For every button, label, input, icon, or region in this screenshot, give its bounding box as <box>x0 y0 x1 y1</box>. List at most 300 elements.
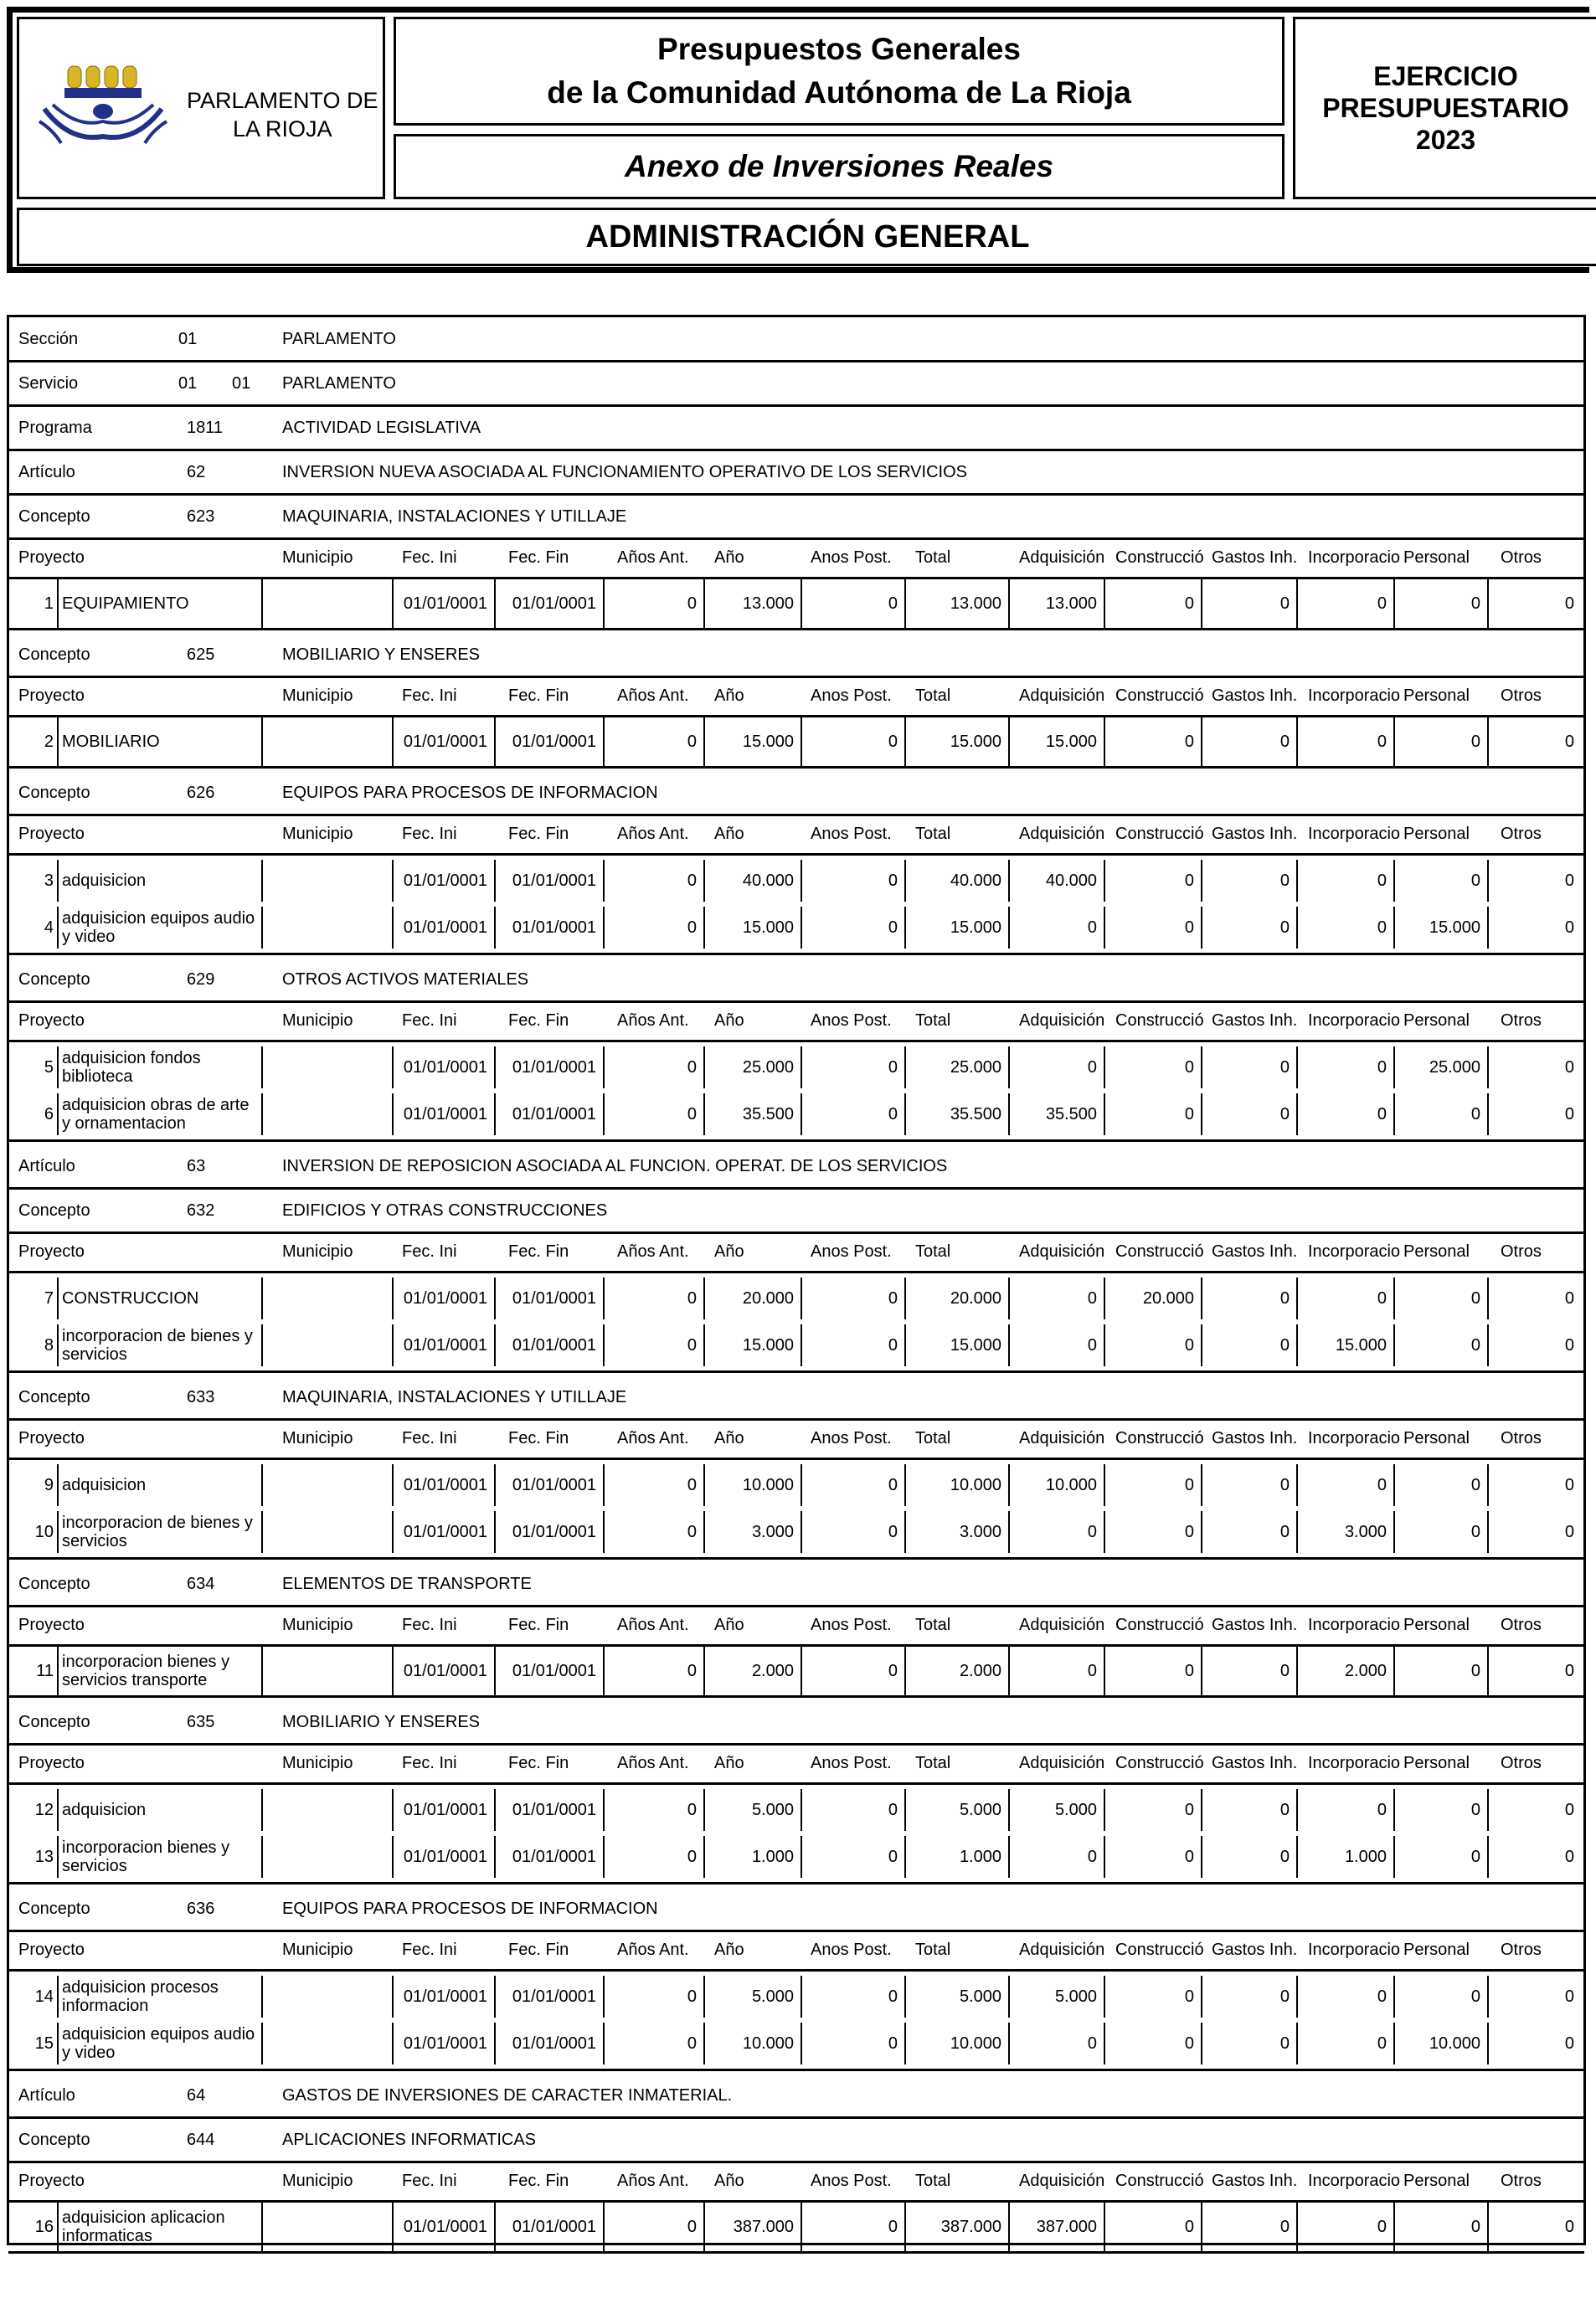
project-cell-gast: 0 <box>1201 1976 1296 2018</box>
column-header: Construcció <box>1115 1941 1204 1959</box>
column-header: Total <box>915 825 951 843</box>
logo-panel <box>17 17 385 199</box>
column-header: Municipio <box>282 686 353 705</box>
logo-text-line2: LA RIOJA <box>233 116 332 141</box>
project-cell-total: 5.000 <box>904 1976 1008 2018</box>
column-header: Gastos Inh. <box>1212 1754 1298 1772</box>
column-header: Incorporacio <box>1308 2172 1401 2190</box>
project-cell-fin: 01/01/0001 <box>494 717 603 766</box>
project-cell-ini: 01/01/0001 <box>392 1324 494 1366</box>
project-cell-muni <box>261 2023 392 2064</box>
project-cell-otros: 0 <box>1487 2203 1581 2251</box>
project-cell-gast: 0 <box>1201 907 1296 949</box>
project-cell-ini: 01/01/0001 <box>392 860 494 902</box>
project-cell-pers: 25.000 <box>1393 1046 1487 1088</box>
project-cell-total: 3.000 <box>904 1511 1008 1553</box>
ejercicio-line1: EJERCICIO <box>1373 61 1518 91</box>
articulo-row <box>8 450 1584 496</box>
concepto-name: EDIFICIOS Y OTRAS CONSTRUCCIONES <box>282 1201 608 1220</box>
articulo-name: INVERSION NUEVA ASOCIADA AL FUNCIONAMIENTO OPERATIVO DE LOS SERVICIOS <box>282 463 967 481</box>
column-header: Otros <box>1501 686 1542 705</box>
project-row <box>8 1464 1584 1506</box>
articulo-row <box>8 2073 1584 2119</box>
column-header: Municipio <box>282 548 353 567</box>
project-cell-muni <box>261 1836 392 1878</box>
column-header: Años Ant. <box>617 1011 689 1030</box>
project-cell-cons: 0 <box>1104 1789 1201 1831</box>
programa-name: ACTIVIDAD LEGISLATIVA <box>282 419 481 437</box>
project-cell-inc: 15.000 <box>1296 1324 1393 1366</box>
project-cell-adq: 35.500 <box>1008 1093 1104 1135</box>
project-cell-fin: 01/01/0001 <box>494 2023 603 2064</box>
project-cell-muni <box>261 860 392 902</box>
project-cell-desc: incorporacion de bienes y servicios <box>57 1511 261 1553</box>
project-cell-post: 0 <box>801 1324 904 1366</box>
column-header: Fec. Fin <box>508 686 569 705</box>
column-header: Proyecto <box>18 2172 85 2190</box>
ejercicio-year: 2023 <box>1415 125 1476 155</box>
column-header: Construcció <box>1115 2172 1204 2190</box>
ejercicio-line2: PRESUPUESTARIO <box>1322 93 1569 123</box>
project-cell-post: 0 <box>801 1976 904 2018</box>
project-cell-post: 0 <box>801 2203 904 2251</box>
project-cell-ano: 15.000 <box>703 907 801 949</box>
project-cell-total: 13.000 <box>904 579 1008 628</box>
project-cell-total: 10.000 <box>904 2023 1008 2064</box>
project-cell-n: 7 <box>44 1288 54 1308</box>
column-header: Otros <box>1501 548 1542 567</box>
concepto-code: 636 <box>187 1900 215 1918</box>
project-cell-fin: 01/01/0001 <box>494 1511 603 1553</box>
project-row <box>8 717 1584 766</box>
column-header: Personal <box>1403 2172 1470 2190</box>
column-header: Personal <box>1403 1011 1470 1030</box>
project-row <box>8 1324 1584 1366</box>
column-header: Anos Post. <box>811 1011 892 1030</box>
project-cell-ant: 0 <box>603 1278 703 1319</box>
project-cell-post: 0 <box>801 860 904 902</box>
articulo-label: Artículo <box>18 2086 75 2105</box>
concepto-label: Concepto <box>18 1201 90 1220</box>
servicio-label: Servicio <box>18 374 79 393</box>
project-cell-inc: 2.000 <box>1296 1647 1393 1695</box>
project-cell-ant: 0 <box>603 579 703 628</box>
project-cell-adq: 5.000 <box>1008 1789 1104 1831</box>
column-header: Año <box>714 686 744 705</box>
project-cell-cons: 0 <box>1104 1464 1201 1506</box>
project-group <box>8 1782 1584 1884</box>
project-cell-gast: 0 <box>1201 717 1296 766</box>
project-cell-desc: adquisicion equipos audio y video <box>57 907 261 949</box>
column-header: Construcció <box>1115 1011 1204 1030</box>
servicio-code2: 01 <box>232 374 251 393</box>
column-header: Años Ant. <box>617 1941 689 1959</box>
project-cell-adq: 15.000 <box>1008 717 1104 766</box>
column-header: Adquisición <box>1019 1754 1105 1772</box>
project-cell-gast: 0 <box>1201 1836 1296 1878</box>
column-header-row <box>8 538 1584 577</box>
project-cell-muni <box>261 1464 392 1506</box>
column-header-row <box>8 1606 1584 1644</box>
project-cell-post: 0 <box>801 1278 904 1319</box>
column-header: Años Ant. <box>617 686 689 705</box>
project-cell-ant: 0 <box>603 717 703 766</box>
project-cell-cons: 0 <box>1104 1093 1201 1135</box>
project-cell-fin: 01/01/0001 <box>494 1046 603 1088</box>
column-header: Municipio <box>282 1941 353 1959</box>
column-header: Fec. Fin <box>508 548 569 567</box>
project-cell-pers: 0 <box>1393 1836 1487 1878</box>
project-cell-total: 1.000 <box>904 1836 1008 1878</box>
project-cell-total: 15.000 <box>904 907 1008 949</box>
column-header: Otros <box>1501 1011 1542 1030</box>
articulo-code: 62 <box>187 463 206 481</box>
column-header: Gastos Inh. <box>1212 1429 1298 1447</box>
subtitle-panel <box>394 134 1285 199</box>
project-cell-desc: adquisicion procesos informacion <box>57 1976 261 2018</box>
project-cell-gast: 0 <box>1201 2023 1296 2064</box>
column-header-row <box>8 1419 1584 1458</box>
project-cell-n: 9 <box>44 1475 54 1494</box>
servicio-code1: 01 <box>178 374 198 393</box>
project-cell-ant: 0 <box>603 1464 703 1506</box>
project-cell-inc: 1.000 <box>1296 1836 1393 1878</box>
project-cell-pers: 0 <box>1393 860 1487 902</box>
column-header: Gastos Inh. <box>1212 548 1298 567</box>
project-cell-desc: EQUIPAMIENTO <box>57 579 261 628</box>
project-cell-ini: 01/01/0001 <box>392 2203 494 2251</box>
column-header: Total <box>915 1011 951 1030</box>
project-group <box>8 1040 1584 1142</box>
project-cell-total: 15.000 <box>904 1324 1008 1366</box>
programa-label: Programa <box>18 419 92 437</box>
column-header: Fec. Fin <box>508 1616 569 1634</box>
concepto-name: MOBILIARIO Y ENSERES <box>282 645 481 664</box>
concepto-label: Concepto <box>18 1388 90 1406</box>
column-header: Otros <box>1501 1429 1542 1447</box>
project-cell-ano: 2.000 <box>703 1647 801 1695</box>
project-cell-ini: 01/01/0001 <box>392 1976 494 2018</box>
column-header: Total <box>915 1754 951 1772</box>
project-cell-desc: adquisicion obras de arte y ornamentacion <box>57 1093 261 1135</box>
column-header: Construcció <box>1115 1429 1204 1447</box>
column-header: Años Ant. <box>617 1754 689 1772</box>
project-row <box>8 1976 1584 2018</box>
concepto-row <box>8 494 1584 540</box>
project-cell-muni <box>261 907 392 949</box>
project-cell-adq: 0 <box>1008 1647 1104 1695</box>
concepto-name: MOBILIARIO Y ENSERES <box>282 1713 481 1731</box>
articulo-label: Artículo <box>18 1157 75 1175</box>
project-cell-ano: 3.000 <box>703 1511 801 1553</box>
project-cell-otros: 0 <box>1487 717 1581 766</box>
project-cell-desc: adquisicion <box>57 860 261 902</box>
project-cell-cons: 0 <box>1104 2023 1201 2064</box>
column-header: Gastos Inh. <box>1212 1011 1298 1030</box>
column-header: Fec. Ini <box>402 825 457 843</box>
project-cell-desc: CONSTRUCCION <box>57 1278 261 1319</box>
project-group <box>8 2200 1584 2254</box>
programa-code: 1811 <box>187 419 224 437</box>
project-cell-desc: incorporacion de bienes y servicios <box>57 1324 261 1366</box>
project-cell-ano: 15.000 <box>703 717 801 766</box>
project-cell-adq: 0 <box>1008 907 1104 949</box>
column-header: Gastos Inh. <box>1212 2172 1298 2190</box>
project-cell-ant: 0 <box>603 1093 703 1135</box>
concepto-row <box>8 2117 1584 2163</box>
column-header: Otros <box>1501 1616 1542 1634</box>
seccion-label: Sección <box>18 330 79 348</box>
column-header: Proyecto <box>18 1941 85 1959</box>
column-header: Años Ant. <box>617 548 689 567</box>
project-cell-pers: 10.000 <box>1393 2023 1487 2064</box>
project-cell-pers: 0 <box>1393 2203 1487 2251</box>
column-header: Otros <box>1501 1941 1542 1959</box>
project-cell-otros: 0 <box>1487 907 1581 949</box>
column-header: Incorporacio <box>1308 1616 1401 1634</box>
project-cell-adq: 13.000 <box>1008 579 1104 628</box>
column-header: Año <box>714 1616 744 1634</box>
column-header: Año <box>714 1754 744 1772</box>
project-cell-pers: 0 <box>1393 1464 1487 1506</box>
project-cell-ant: 0 <box>603 1836 703 1878</box>
project-cell-desc: MOBILIARIO <box>57 717 261 766</box>
project-cell-ant: 0 <box>603 1789 703 1831</box>
concepto-name: MAQUINARIA, INSTALACIONES Y UTILLAJE <box>282 1388 627 1406</box>
servicio-name: PARLAMENTO <box>282 374 396 393</box>
project-cell-ini: 01/01/0001 <box>392 579 494 628</box>
concepto-name: MAQUINARIA, INSTALACIONES Y UTILLAJE <box>282 507 627 526</box>
project-cell-ini: 01/01/0001 <box>392 1046 494 1088</box>
column-header: Fec. Ini <box>402 1429 457 1447</box>
project-cell-ano: 15.000 <box>703 1324 801 1366</box>
column-header: Construcció <box>1115 1616 1204 1634</box>
project-cell-inc: 0 <box>1296 907 1393 949</box>
project-cell-ano: 5.000 <box>703 1976 801 2018</box>
project-cell-pers: 0 <box>1393 1278 1487 1319</box>
column-header: Incorporacio <box>1308 1429 1401 1447</box>
concepto-row <box>8 1699 1584 1746</box>
concepto-code: 633 <box>187 1388 215 1406</box>
column-header-row <box>8 676 1584 715</box>
project-cell-gast: 0 <box>1201 860 1296 902</box>
column-header: Anos Post. <box>811 1616 892 1634</box>
column-header: Adquisición <box>1019 1242 1105 1261</box>
project-cell-n: 10 <box>34 1522 54 1541</box>
column-header: Personal <box>1403 1429 1470 1447</box>
project-cell-otros: 0 <box>1487 1647 1581 1695</box>
seccion-row <box>8 316 1584 362</box>
project-cell-n: 4 <box>44 918 54 937</box>
project-cell-gast: 0 <box>1201 579 1296 628</box>
project-cell-pers: 15.000 <box>1393 907 1487 949</box>
project-cell-ano: 1.000 <box>703 1836 801 1878</box>
project-cell-adq: 40.000 <box>1008 860 1104 902</box>
project-cell-cons: 0 <box>1104 1046 1201 1088</box>
project-cell-ano: 35.500 <box>703 1093 801 1135</box>
project-row <box>8 1278 1584 1319</box>
column-header: Años Ant. <box>617 1429 689 1447</box>
column-header: Incorporacio <box>1308 1941 1401 1959</box>
project-cell-ant: 0 <box>603 1976 703 2018</box>
column-header: Gastos Inh. <box>1212 1242 1298 1261</box>
column-header: Total <box>915 2172 951 2190</box>
project-cell-cons: 0 <box>1104 907 1201 949</box>
column-header: Gastos Inh. <box>1212 825 1298 843</box>
column-header: Incorporacio <box>1308 1011 1401 1030</box>
logo-text <box>187 86 378 143</box>
project-row <box>8 1836 1584 1878</box>
project-cell-inc: 0 <box>1296 717 1393 766</box>
project-cell-inc: 0 <box>1296 1046 1393 1088</box>
project-row <box>8 1511 1584 1553</box>
column-header: Año <box>714 1011 744 1030</box>
column-header: Adquisición <box>1019 1429 1105 1447</box>
column-header: Incorporacio <box>1308 548 1401 567</box>
project-group <box>8 1644 1584 1698</box>
column-header: Años Ant. <box>617 825 689 843</box>
project-cell-gast: 0 <box>1201 1278 1296 1319</box>
project-cell-muni <box>261 2203 392 2251</box>
project-cell-cons: 0 <box>1104 717 1201 766</box>
project-cell-ano: 5.000 <box>703 1789 801 1831</box>
project-cell-otros: 0 <box>1487 1046 1581 1088</box>
concepto-label: Concepto <box>18 507 90 526</box>
project-cell-ant: 0 <box>603 907 703 949</box>
project-cell-fin: 01/01/0001 <box>494 1836 603 1878</box>
project-cell-adq: 387.000 <box>1008 2203 1104 2251</box>
project-cell-total: 2.000 <box>904 1647 1008 1695</box>
column-header: Municipio <box>282 1754 353 1772</box>
project-cell-otros: 0 <box>1487 1464 1581 1506</box>
column-header: Construcció <box>1115 825 1204 843</box>
project-cell-fin: 01/01/0001 <box>494 579 603 628</box>
project-cell-ano: 13.000 <box>703 579 801 628</box>
column-header: Anos Post. <box>811 686 892 705</box>
column-header: Adquisición <box>1019 548 1105 567</box>
concepto-code: 625 <box>187 645 215 664</box>
project-cell-n: 8 <box>44 1335 54 1355</box>
column-header: Proyecto <box>18 1242 85 1261</box>
project-cell-inc: 3.000 <box>1296 1511 1393 1553</box>
project-cell-n: 16 <box>34 2217 54 2236</box>
concepto-code: 635 <box>187 1713 215 1731</box>
project-cell-post: 0 <box>801 907 904 949</box>
column-header: Municipio <box>282 1429 353 1447</box>
column-header: Gastos Inh. <box>1212 1941 1298 1959</box>
project-cell-desc: adquisicion equipos audio y video <box>57 2023 261 2064</box>
project-row <box>8 860 1584 902</box>
project-cell-fin: 01/01/0001 <box>494 1093 603 1135</box>
servicio-row <box>8 361 1584 407</box>
column-header: Año <box>714 2172 744 2190</box>
project-cell-post: 0 <box>801 2023 904 2064</box>
project-cell-ant: 0 <box>603 2203 703 2251</box>
column-header: Anos Post. <box>811 1429 892 1447</box>
project-row <box>8 1093 1584 1135</box>
column-header: Fec. Fin <box>508 825 569 843</box>
column-header: Total <box>915 1242 951 1261</box>
seccion-name: PARLAMENTO <box>282 330 396 348</box>
project-cell-ini: 01/01/0001 <box>392 1278 494 1319</box>
project-cell-fin: 01/01/0001 <box>494 1464 603 1506</box>
column-header: Proyecto <box>18 1754 85 1772</box>
project-cell-otros: 0 <box>1487 1093 1581 1135</box>
column-header: Total <box>915 1616 951 1634</box>
column-header: Anos Post. <box>811 1242 892 1261</box>
column-header: Fec. Ini <box>402 1242 457 1261</box>
title-line2: de la Comunidad Autónoma de La Rioja <box>547 75 1131 110</box>
project-cell-desc: incorporacion bienes y servicios <box>57 1836 261 1878</box>
concepto-row <box>8 1561 1584 1607</box>
project-cell-ini: 01/01/0001 <box>392 1511 494 1553</box>
column-header: Municipio <box>282 1616 353 1634</box>
project-cell-gast: 0 <box>1201 2203 1296 2251</box>
project-cell-muni <box>261 1046 392 1088</box>
column-header: Anos Post. <box>811 825 892 843</box>
project-cell-desc: adquisicion <box>57 1464 261 1506</box>
column-header: Otros <box>1501 825 1542 843</box>
column-header: Proyecto <box>18 1429 85 1447</box>
project-cell-cons: 0 <box>1104 860 1201 902</box>
column-header: Año <box>714 1429 744 1447</box>
project-cell-muni <box>261 1093 392 1135</box>
project-cell-n: 15 <box>34 2034 54 2053</box>
subtitle: Anexo de Inversiones Reales <box>624 149 1054 183</box>
project-cell-pers: 0 <box>1393 1511 1487 1553</box>
project-cell-total: 25.000 <box>904 1046 1008 1088</box>
project-cell-desc: adquisicion fondos biblioteca <box>57 1046 261 1088</box>
project-cell-otros: 0 <box>1487 1511 1581 1553</box>
project-group <box>8 1458 1584 1560</box>
column-header: Anos Post. <box>811 1941 892 1959</box>
project-cell-ant: 0 <box>603 1647 703 1695</box>
column-header: Fec. Ini <box>402 1754 457 1772</box>
project-cell-adq: 0 <box>1008 1836 1104 1878</box>
project-cell-cons: 20.000 <box>1104 1278 1201 1319</box>
column-header: Personal <box>1403 1941 1470 1959</box>
project-cell-total: 40.000 <box>904 860 1008 902</box>
concepto-code: 634 <box>187 1575 215 1593</box>
project-cell-cons: 0 <box>1104 1647 1201 1695</box>
project-cell-n: 11 <box>36 1661 54 1680</box>
column-header: Fec. Fin <box>508 2172 569 2190</box>
column-header: Año <box>714 1941 744 1959</box>
project-cell-inc: 0 <box>1296 579 1393 628</box>
project-cell-inc: 0 <box>1296 1976 1393 2018</box>
project-cell-total: 5.000 <box>904 1789 1008 1831</box>
project-cell-ant: 0 <box>603 2023 703 2064</box>
title-line1: Presupuestos Generales <box>657 32 1021 66</box>
column-header-row <box>8 1001 1584 1040</box>
articulo-name: GASTOS DE INVERSIONES DE CARACTER INMATERIAL. <box>282 2086 733 2105</box>
project-cell-muni <box>261 1647 392 1695</box>
project-cell-muni <box>261 579 392 628</box>
project-cell-muni <box>261 1511 392 1553</box>
column-header: Anos Post. <box>811 2172 892 2190</box>
column-header: Años Ant. <box>617 2172 689 2190</box>
column-header: Construcció <box>1115 548 1204 567</box>
project-cell-adq: 0 <box>1008 1278 1104 1319</box>
concepto-row <box>8 632 1584 678</box>
project-cell-adq: 0 <box>1008 1046 1104 1088</box>
project-cell-gast: 0 <box>1201 1464 1296 1506</box>
column-header: Personal <box>1403 686 1470 705</box>
project-cell-otros: 0 <box>1487 1976 1581 2018</box>
project-cell-ano: 40.000 <box>703 860 801 902</box>
concepto-code: 623 <box>187 507 215 526</box>
column-header: Municipio <box>282 2172 353 2190</box>
